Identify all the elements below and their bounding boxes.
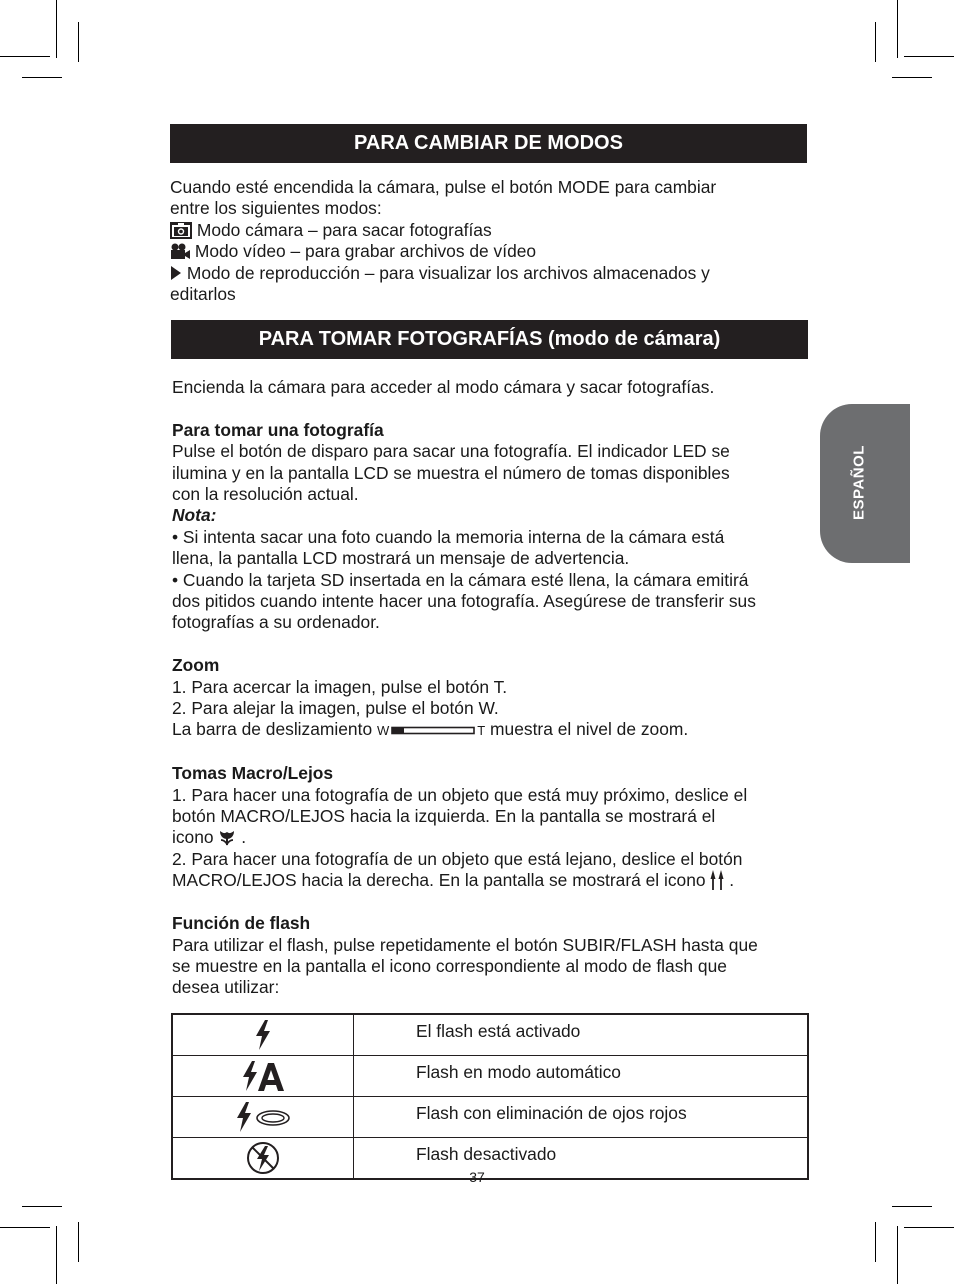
flash-heading: Función de flash [172, 913, 311, 934]
macro-line-text: MACRO/LEJOS hacia la derecha. En la pantalla se mostrará el icono [172, 870, 706, 891]
mode-video-line [170, 241, 810, 262]
mode-camera-line [170, 220, 810, 241]
intro-line: entre los siguientes modos: [170, 198, 382, 219]
note-line: dos pitidos cuando intente hacer una fotografía. Asegúrese de transferir sus [172, 591, 756, 612]
crop-mark [78, 1222, 79, 1262]
crop-mark [22, 77, 62, 78]
photo-line: con la resolución actual. [172, 484, 359, 505]
crop-mark [56, 1226, 57, 1284]
crop-mark [904, 1227, 954, 1228]
crop-mark [904, 56, 954, 57]
macro-heading: Tomas Macro/Lejos [172, 763, 334, 784]
zoom-bar-after: muestra el nivel de zoom. [490, 719, 689, 740]
note-line: • Si intenta sacar una foto cuando la memoria interna de la cámara está [172, 526, 725, 547]
period: . [729, 870, 735, 891]
zoom-t-label: T [477, 723, 486, 739]
zoom-heading: Zoom [172, 655, 220, 676]
zoom-slider-icon [377, 720, 485, 741]
note-line: • Cuando la tarjeta SD insertada en la cámara esté llena, la cámara emitirá [172, 569, 749, 590]
intro-line: Cuando esté encendida la cámara, pulse el botón MODE para cambiar [170, 177, 717, 197]
crop-mark [0, 56, 50, 57]
macro-line: 2. Para hacer una fotografía de un objeto que está lejano, deslice el botón [172, 848, 743, 869]
flash-label: El flash está activado [354, 1014, 809, 1056]
zoom-w-label: W [376, 723, 390, 739]
macro-line: 1. Para hacer una fotografía de un objeto que está muy próximo, deslice el [172, 784, 748, 805]
photos-text [172, 377, 812, 999]
crop-mark [875, 22, 876, 62]
crop-mark [892, 1206, 932, 1207]
macro-icon-label: icono [172, 827, 214, 848]
zoom-line: 2. Para alejar la imagen, pulse el botón W. [172, 698, 499, 719]
section-title-photos: PARA TOMAR FOTOGRAFÍAS (modo de cámara) [171, 320, 808, 359]
crop-mark [897, 0, 898, 58]
flash-auto-icon [241, 1060, 285, 1092]
icon-cell [172, 1097, 354, 1138]
flash-label: Flash desactivado [354, 1138, 809, 1180]
page-number: 37 [469, 1169, 485, 1185]
macro-line [172, 827, 812, 848]
play-icon [170, 265, 182, 281]
macro-flower-icon [218, 828, 236, 846]
table-row [172, 1097, 808, 1138]
crop-mark [78, 22, 79, 62]
section-title-modes: PARA CAMBIAR DE MODOS [170, 124, 807, 163]
zoom-bar-icon [391, 726, 475, 736]
period: . [241, 827, 247, 848]
icon-cell [172, 1056, 354, 1097]
crop-mark [22, 1206, 62, 1207]
modes-text [170, 177, 810, 305]
mode-video-label: Modo vídeo – para grabar archivos de vídeo [194, 241, 537, 262]
macro-line [172, 870, 812, 891]
photo-heading: Para tomar una fotografía [172, 419, 384, 440]
zoom-bar-before: La barra de deslizamiento [172, 719, 373, 740]
language-tab [820, 404, 910, 563]
flash-on-icon [254, 1020, 272, 1050]
macro-line: botón MACRO/LEJOS hacia la izquierda. En la pantalla se mostrará el [172, 806, 716, 827]
table-row [172, 1056, 808, 1097]
icon-cell [172, 1014, 354, 1056]
note-line: fotografías a su ordenador. [172, 612, 380, 633]
crop-mark [892, 77, 932, 78]
photo-line: ilumina y en la pantalla LCD se muestra el número de tomas disponibles [172, 462, 730, 483]
flash-line: se muestre en la pantalla el icono correspondiente al modo de flash que [172, 955, 727, 976]
mode-playback-line-2: editarlos [170, 284, 236, 305]
flash-line: Para utilizar el flash, pulse repetidamente el botón SUBIR/FLASH hasta que [172, 934, 758, 955]
flash-line: desea utilizar: [172, 977, 280, 998]
crop-mark [56, 0, 57, 58]
flash-label: Flash con eliminación de ojos rojos [354, 1097, 809, 1138]
note-label: Nota: [172, 505, 217, 526]
crop-mark [875, 1222, 876, 1262]
zoom-bar-line [172, 719, 812, 741]
flash-red-eye-icon [235, 1101, 291, 1133]
language-tab-label: ESPAÑOL [850, 445, 868, 521]
landscape-icon [710, 870, 724, 890]
crop-mark [897, 1226, 898, 1284]
mode-playback-line [170, 263, 810, 284]
flash-modes-table [171, 1013, 809, 1180]
mode-playback-label: Modo de reproducción – para visualizar los archivos almacenados y [186, 262, 710, 283]
photo-line: Pulse el botón de disparo para sacar una fotografía. El indicador LED se [172, 441, 730, 462]
mode-camera-label: Modo cámara – para sacar fotografías [196, 219, 492, 240]
note-line: llena, la pantalla LCD mostrará un mensaje de advertencia. [172, 548, 630, 569]
photos-intro: Encienda la cámara para acceder al modo cámara y sacar fotografías. [172, 377, 715, 397]
video-camera-icon [170, 243, 190, 260]
camera-icon [170, 222, 192, 239]
crop-mark [0, 1227, 50, 1228]
flash-label: Flash en modo automático [354, 1056, 809, 1097]
table-row [172, 1014, 808, 1056]
zoom-line: 1. Para acercar la imagen, pulse el botón T. [172, 676, 508, 697]
